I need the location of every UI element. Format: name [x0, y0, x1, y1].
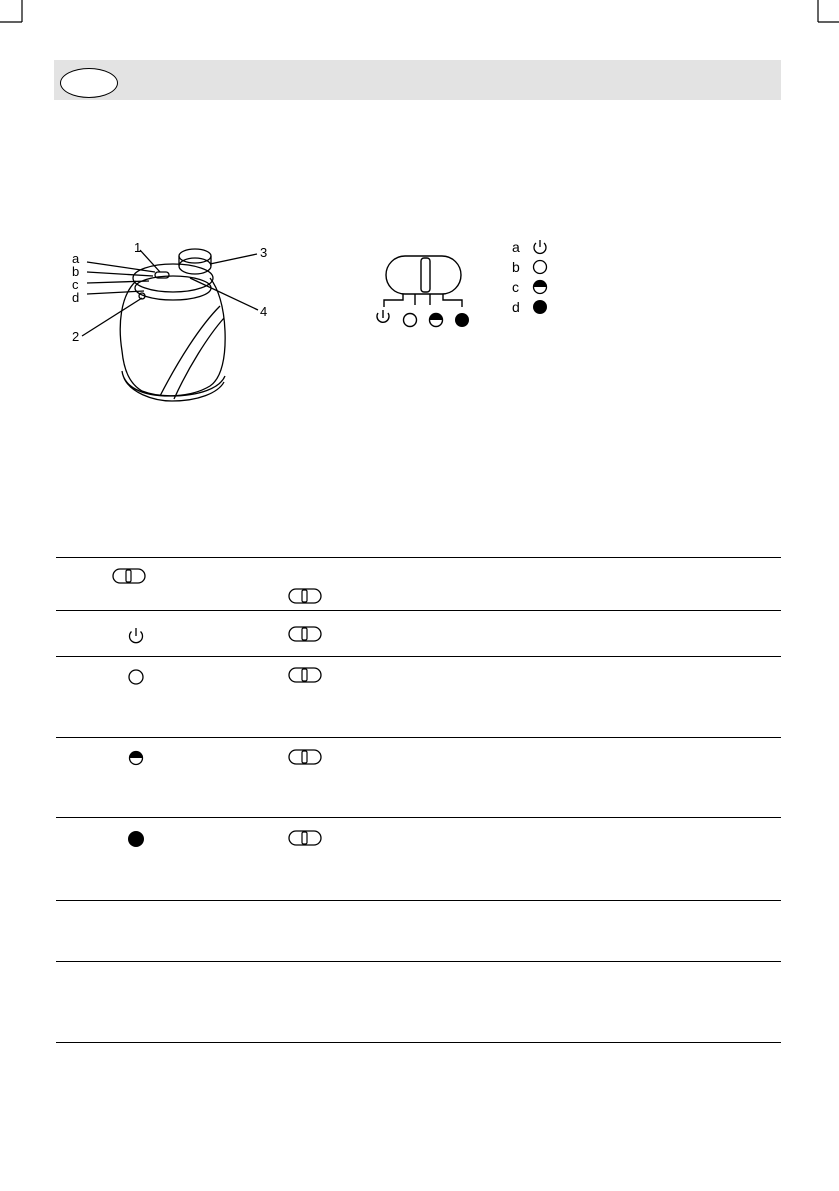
crop-mark-top-left: [0, 0, 60, 60]
callout-c: c: [72, 277, 79, 292]
crop-mark-top-right: [780, 0, 839, 60]
legend-circle-empty-icon: [532, 259, 548, 275]
legend-letter-c: c: [512, 279, 519, 295]
table-row-4-control-switch-icon: [288, 749, 322, 765]
table-row-4-circle-half-icon: [128, 750, 144, 766]
callout-1: 1: [134, 240, 142, 255]
section-header-bar: [54, 60, 781, 100]
table-row-5-control-switch-icon: [288, 830, 322, 846]
legend-letter-b: b: [512, 259, 520, 275]
legend-letter-a: a: [512, 239, 520, 255]
callout-a: a: [72, 251, 80, 266]
callout-2: 2: [72, 329, 80, 344]
table-rule-5: [56, 900, 781, 901]
switch-position-circle-full-icon: [455, 313, 469, 327]
legend-letter-d: d: [512, 299, 520, 315]
table-row-2-control-switch-icon: [288, 626, 322, 642]
legend-circle-half-icon: [532, 279, 548, 295]
table-row-1-switch-icon: [112, 568, 146, 584]
legend-circle-full-icon: [532, 299, 548, 315]
switch-position-circle-half-icon: [430, 314, 443, 327]
table-row-5-circle-full-icon: [127, 830, 145, 848]
table-rule-top: [56, 557, 781, 558]
callout-b: b: [72, 264, 80, 279]
table-rule-1: [56, 610, 781, 611]
appliance-illustration: [60, 236, 290, 406]
legend-power-icon: [532, 238, 548, 254]
table-rule-4: [56, 817, 781, 818]
switch-position-off-icon: [377, 310, 389, 322]
switch-position-circle-empty-icon: [404, 314, 417, 327]
language-badge: [60, 68, 118, 98]
callout-3: 3: [260, 245, 268, 260]
table-row-3-control-switch-icon: [288, 667, 322, 683]
callout-4: 4: [260, 304, 268, 319]
table-rule-3: [56, 737, 781, 738]
table-row-3-circle-empty-icon: [127, 668, 145, 686]
table-rule-bottom: [56, 1042, 781, 1043]
table-rule-2: [56, 656, 781, 657]
switch-positions-diagram: [370, 250, 480, 334]
table-row-1-control-switch-icon: [288, 588, 322, 604]
table-row-2-power-icon: [127, 626, 145, 644]
table-rule-6: [56, 961, 781, 962]
callout-d: d: [72, 290, 80, 305]
